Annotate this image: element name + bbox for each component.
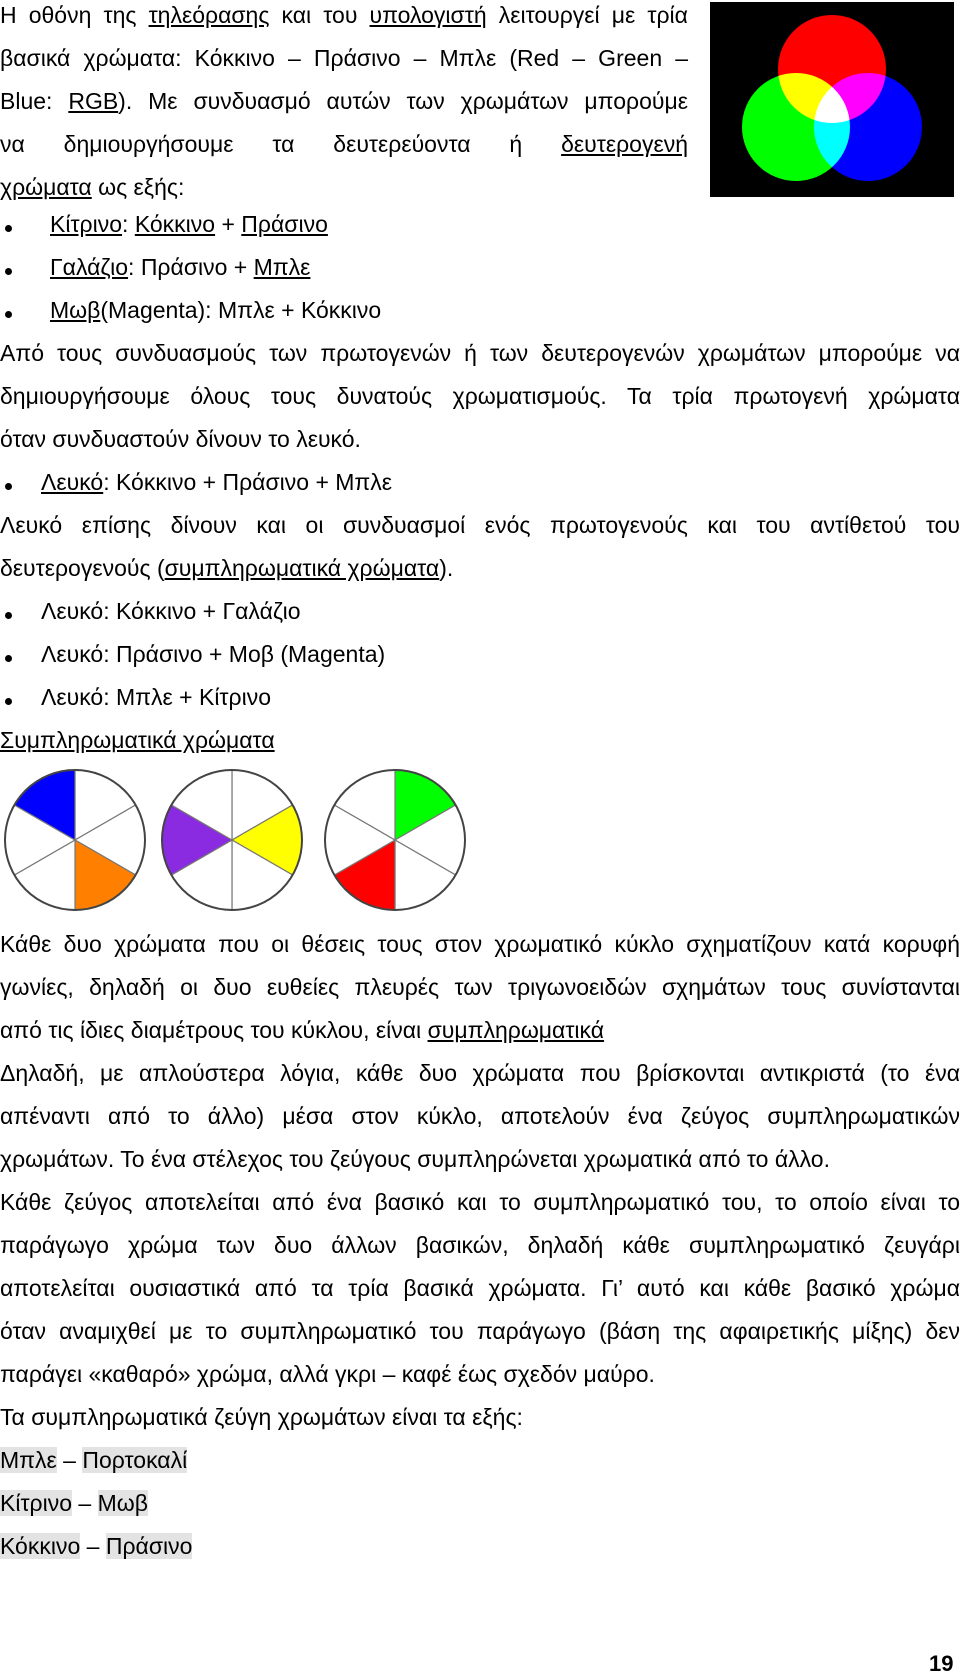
text-run: : Κόκκινο + Πράσινο + Μπλε bbox=[103, 469, 393, 495]
text-run: και του bbox=[269, 2, 370, 28]
page-number: 19 bbox=[929, 1651, 954, 1676]
underlined-term: Μπλε bbox=[253, 254, 311, 280]
text-run: : Πράσινο + bbox=[128, 254, 254, 280]
text-run: (Magenta): Μπλε + Κόκκινο bbox=[100, 297, 382, 323]
list-item-cyan bbox=[50, 253, 310, 281]
underlined-term: Κόκκινο bbox=[134, 211, 216, 237]
underlined-term: τηλεόρασης bbox=[148, 2, 270, 28]
pair-blue-orange bbox=[0, 1446, 187, 1474]
text-run: Η οθόνη της bbox=[0, 2, 149, 28]
underlined-term: συμπληρωματικά χρώματα bbox=[164, 555, 440, 581]
pair-yellow-purple bbox=[0, 1489, 148, 1517]
list-item-yellow bbox=[50, 210, 328, 238]
para4-line-3 bbox=[0, 1016, 604, 1044]
text-run: δευτερογενούς ( bbox=[0, 555, 165, 581]
list-item-magenta bbox=[50, 296, 381, 324]
text-run: από τις ίδιες διαμέτρους του κύκλου, είναι bbox=[0, 1017, 428, 1043]
bullet-dot bbox=[5, 225, 12, 232]
pair-red-green bbox=[0, 1532, 192, 1560]
para6-line-5: παράγει «καθαρό» χρώμα, αλλά γκρι – καφέ έως σχεδόν μαύρο. bbox=[0, 1361, 655, 1387]
complementary-heading: Συμπληρωματικά χρώματα bbox=[0, 727, 275, 753]
pair-color-a: Κίτρινο bbox=[0, 1490, 73, 1516]
para5-line-1: Δηλαδή, με απλούστερα λόγια, κάθε δυο χρώματα που βρίσκονται αντικριστά (το ένα bbox=[0, 1060, 960, 1086]
para6-line-4: όταν αναμιχθεί με το συμπληρωματικό του παράγωγο (βάση της αφαιρετικής μίξης) δεν bbox=[0, 1318, 960, 1344]
para3-line-1 bbox=[0, 511, 960, 539]
para6-line-3: αποτελείται ουσιαστικά από τα τρία βασικά χρώματα. Γι’ αυτό και κάθε βασικό χρώμα bbox=[0, 1275, 960, 1301]
para5-line-2: απέναντι από το άλλο) μέσα στον κύκλο, αποτελούν ένα ζεύγος συμπληρωματικών bbox=[0, 1103, 960, 1129]
bullet-dot bbox=[5, 698, 12, 705]
underlined-term: Πράσινο bbox=[241, 211, 328, 237]
underlined-term: RGB bbox=[68, 88, 119, 114]
underlined-term: Κίτρινο bbox=[50, 211, 123, 237]
text-run: Κάθε δυο χρώματα που οι θέσεις τους στον χρωματικό κύκλο σχηματίζουν κατά κορυφή bbox=[0, 931, 960, 957]
list-item-white-3: Λευκό: Μπλε + Κίτρινο bbox=[41, 684, 271, 710]
text-run: Blue: bbox=[0, 88, 69, 114]
underlined-term: Λευκό bbox=[41, 469, 104, 495]
para3-line-2 bbox=[0, 554, 453, 582]
color-wheel-2 bbox=[159, 767, 305, 913]
rgb-additive-color-image bbox=[710, 2, 954, 197]
text-run: Λευκό επίσης δίνουν και οι συνδυασμοί ενός πρωτογενούς και του αντίθετού του bbox=[0, 512, 960, 538]
pair-color-a: Κόκκινο bbox=[0, 1533, 81, 1559]
pair-separator: – bbox=[80, 1533, 106, 1559]
para6-line-2: παράγωγο χρώμα των δυο άλλων βασικών, δηλαδή κάθε συμπληρωματικό ζευγάρι bbox=[0, 1232, 960, 1258]
text-run: βασικά χρώματα: Κόκκινο – Πράσινο – Μπλε (Red – Green – bbox=[0, 45, 688, 71]
underlined-term: δευτερογενή bbox=[561, 131, 688, 157]
underlined-term: Μωβ bbox=[50, 297, 101, 323]
para4-line-1 bbox=[0, 930, 960, 958]
bullet-dot bbox=[5, 612, 12, 619]
text-run: ). Με συνδυασμό αυτών των χρωμάτων μπορούμε bbox=[118, 88, 688, 114]
pair-color-b: Πορτοκαλί bbox=[82, 1447, 188, 1473]
para2-line-3: όταν συνδυαστούν δίνουν το λευκό. bbox=[0, 426, 361, 452]
pair-color-b: Πράσινο bbox=[105, 1533, 193, 1559]
color-wheel-3 bbox=[322, 767, 468, 913]
para2-line-1: Από τους συνδυασμούς των πρωτογενών ή των δευτερογενών χρωμάτων μπορούμε να bbox=[0, 340, 960, 366]
para4-line-2 bbox=[0, 973, 960, 1001]
underlined-term: συμπληρωματικά bbox=[427, 1017, 605, 1043]
text-run: : bbox=[122, 211, 135, 237]
para5-line-3: χρωμάτων. Το ένα στέλεχος του ζεύγους συμπληρώνεται χρωματικά από το άλλο. bbox=[0, 1146, 830, 1172]
bullet-dot bbox=[5, 268, 12, 275]
intro-line-2 bbox=[0, 44, 688, 72]
underlined-term: Γαλάζιο bbox=[50, 254, 129, 280]
pair-color-b: Μωβ bbox=[97, 1490, 148, 1516]
bullet-dot bbox=[5, 311, 12, 318]
color-wheel-1 bbox=[2, 767, 148, 913]
pairs-intro: Τα συμπληρωματικά ζεύγη χρωμάτων είναι τα εξής: bbox=[0, 1404, 523, 1430]
intro-line-5 bbox=[0, 173, 184, 201]
pair-separator: – bbox=[56, 1447, 83, 1473]
para2-line-2: δημιουργήσουμε όλους τους δυνατούς χρωματισμούς. Τα τρία πρωτογενή χρώματα bbox=[0, 383, 960, 409]
pair-separator: – bbox=[72, 1490, 98, 1516]
list-item-white bbox=[41, 468, 392, 496]
underlined-term: χρώματα bbox=[0, 174, 92, 200]
intro-line-4 bbox=[0, 130, 688, 158]
text-run: + bbox=[215, 211, 242, 237]
pair-color-a: Μπλε bbox=[0, 1447, 57, 1473]
bullet-dot bbox=[5, 655, 12, 662]
intro-line-3 bbox=[0, 87, 688, 115]
text-run: ). bbox=[439, 555, 454, 581]
list-item-white-1: Λευκό: Κόκκινο + Γαλάζιο bbox=[41, 598, 301, 624]
intro-line-1 bbox=[0, 1, 688, 29]
bullet-dot bbox=[5, 483, 12, 490]
underlined-term: υπολογιστή bbox=[369, 2, 487, 28]
text-run: γωνίες, δηλαδή οι δυο ευθείες πλευρές των τριγωνοειδών σχημάτων τους συνίστανται bbox=[0, 974, 960, 1000]
text-run: λειτουργεί με τρία bbox=[486, 2, 688, 28]
text-run: να δημιουργήσουμε τα δευτερεύοντα ή bbox=[0, 131, 562, 157]
para6-line-1: Κάθε ζεύγος αποτελείται από ένα βασικό και το συμπληρωματικό του, το οποίο είναι το bbox=[0, 1189, 960, 1215]
list-item-white-2: Λευκό: Πράσινο + Μοβ (Magenta) bbox=[41, 641, 386, 667]
text-run: ως εξής: bbox=[91, 174, 185, 200]
